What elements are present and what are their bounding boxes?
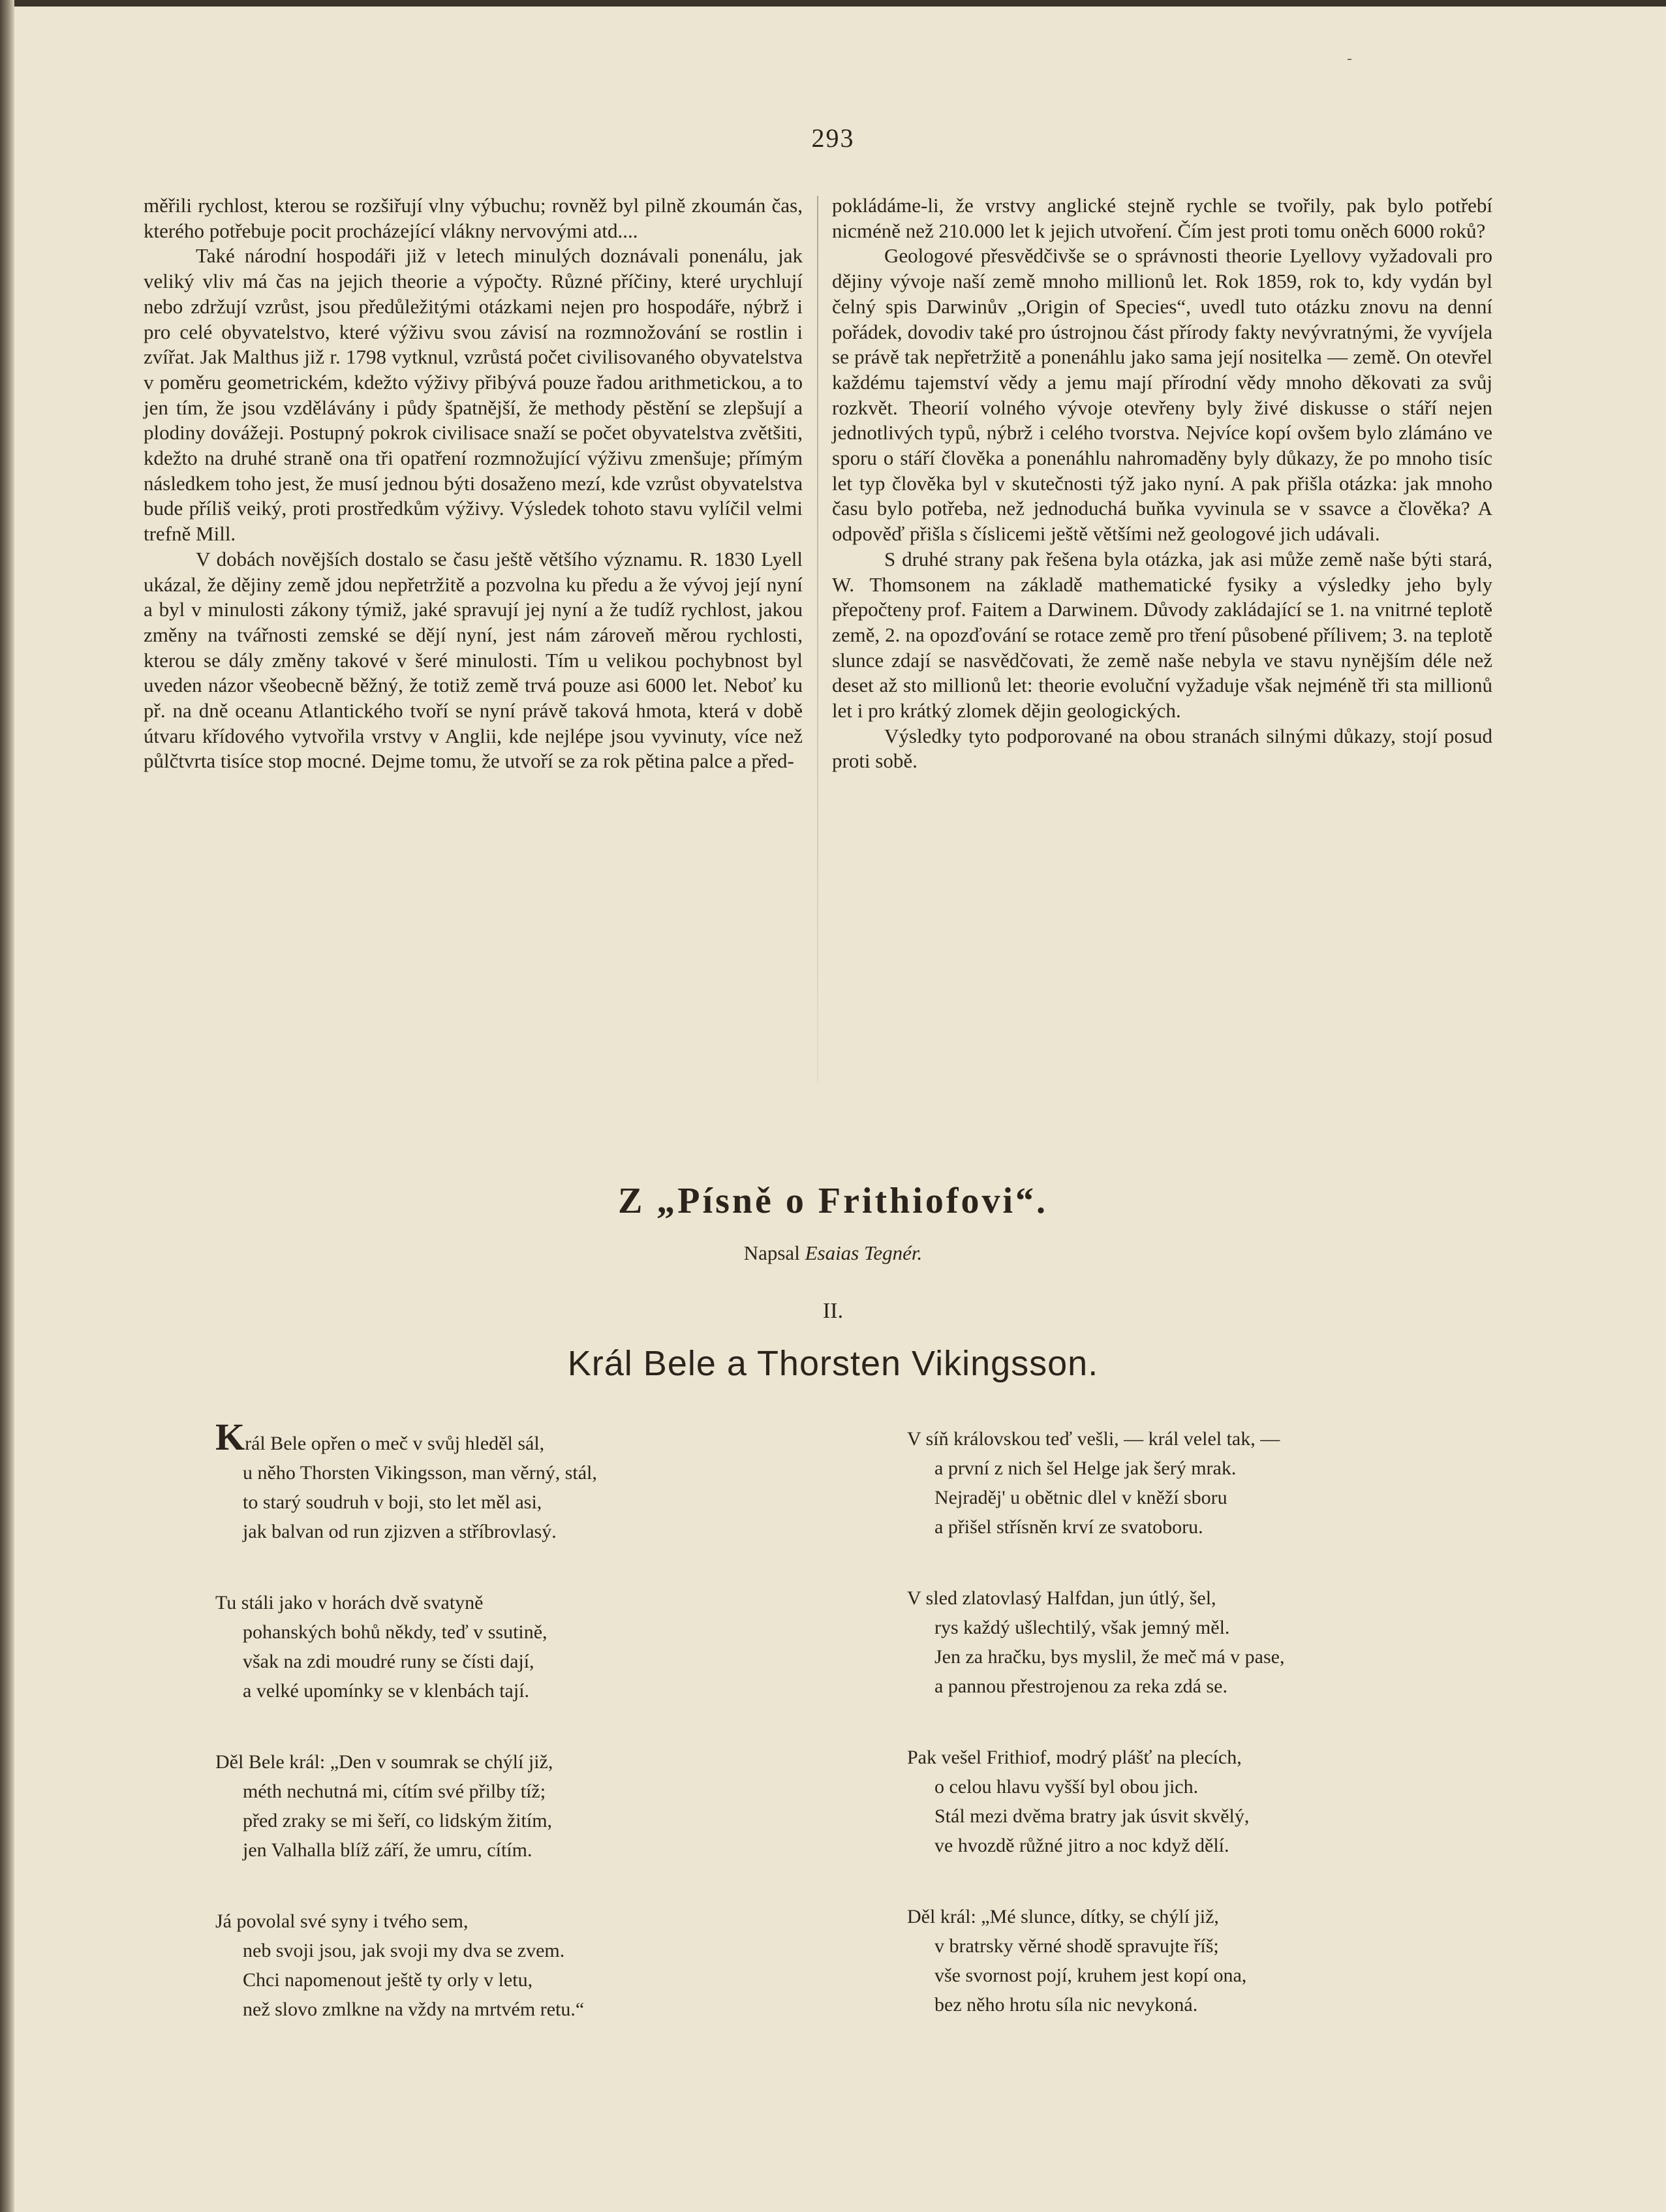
verse-line bbox=[215, 1588, 597, 1617]
verse-text: v bratrsky věrné shodě spravujte říš; bbox=[934, 1935, 1219, 1957]
margin-mark bbox=[1348, 59, 1351, 60]
verse-line bbox=[215, 1907, 597, 1936]
verse-text: než slovo zmlkne na vždy na mrtvém retu.“ bbox=[243, 1999, 585, 2020]
verse-text: a pannou přestrojenou za reka zdá se. bbox=[934, 1675, 1227, 1697]
verse-line bbox=[215, 1617, 597, 1647]
verse-line bbox=[215, 1747, 597, 1777]
article-paragraph: V dobách novějších dostalo se času ještě většího významu. R. 1830 Lyell ukázal, že dějiny země jdou nepřetržitě a pozvolna ku předu a že vývoj její nyní a byl v minulosti zákony týmiž, jaké spravují jej nyní a že tudíž rychlost, jakou změny na tvářnosti zemské se dějí nyní, jest nám zároveň měrou rychlosti, kterou se dály změny takové v šeré minulosti. Tím u velikou pochybnost byl uveden názor všeobecně běžný, že totiž země trvá pouze asi 6000 let. Neboť ku př. na dně oceanu Atlantického tvoří se nyní právě taková hmota, která v době útvaru křídového vytvořila vrstvy v Anglii, kde nejlépe jsou vyvinuty, více než půlčtvrta tisíce stop mocné. Dejme tomu, že utvoří se za rok pětina palce a před- bbox=[144, 547, 803, 773]
stanza bbox=[907, 1902, 1284, 2019]
verse-text: a přišel střísněn krví ze svatoboru. bbox=[934, 1516, 1203, 1538]
article-paragraph: Výsledky tyto podporované na obou stranách silnými důkazy, stojí posud proti sobě. bbox=[832, 724, 1492, 773]
drop-cap: K bbox=[215, 1416, 245, 1458]
article-left-column bbox=[144, 193, 803, 774]
verse-line bbox=[215, 1806, 597, 1835]
section-title: Král Bele a Thorsten Vikingsson. bbox=[567, 1344, 1099, 1383]
verse-text: V síň královskou teď vešli, — král velel tak, — bbox=[907, 1428, 1280, 1450]
verse-line bbox=[215, 1676, 597, 1706]
top-shadow bbox=[0, 0, 1666, 7]
article-paragraph: Geologové přesvědčivše se o správnosti theorie Lyellovy vyžadovali pro dějiny vývoje naší země mnoho millionů let. Rok 1859, rok to, kdy vydán byl čelný spis Darwinův „Origin of Species“, uvedl tuto otázku znovu na denní pořádek, dovodiv také pro ústrojnou část přírody fakty nevývratnými, že vyvíjela se právě tak nepřetržitě a ponenáhlu jako sama její nositelka — země. On otevřel každému tajemství vědy a jemu mají přírodní vědy mnoho děkovati za svůj rozkvět. Theorií volného vývoje otevřeny byly živé diskusse o stáří nejen jednotlivých typů, nýbrž i celého tvorstva. Nejvíce kopí ovšem bylo zlámáno ve sporu o stáří člověka a ponenáhlu nahromaděny byly důkazy, že po mnoho tisíc let typ člověka byl v skutečnosti týž jako nyní. A pak přišla otázka: jak mnoho času bylo potřeba, než jednoduchá buňka vyvinula se v ssavce a člověka? A odpověď přišla s číslicemi ještě většími než geologové jich udávali. bbox=[832, 244, 1492, 546]
verse-line bbox=[907, 1931, 1284, 1961]
verse-line bbox=[215, 1965, 597, 1995]
author-name: Esaias Tegnér. bbox=[805, 1241, 923, 1264]
article-paragraph: Také národní hospodáři již v letech minulých doznávali ponenálu, jak veliký vliv má čas na jejich theorie a výpočty. Různé příčiny, které urychlují nebo zdržují vzrůst, jsou předůležitými otázkami nejen pro hospodáře, nýbrž i pro celé obyvatelstvo, které výživu svou závisí na rozmnožování se rostlin i zvířat. Jak Malthus již r. 1798 vytknul, vzrůstá počet civilisovaného obyvatelstva v poměru geometrickém, kdežto výživy přibývá pouze řadou arithmetickou, a to jen tím, že jsou vzdělávány i půdy špatnější, že methody pěstění se zlepšují a plodiny dovážeji. Postupný pokrok civilisace snaží se počet obyvatelstva zvětšiti, kdežto na druhé straně ona tři opatření rozmnožující výživu zmenšuje; přímým následkem toho jest, že musí jednou býti dosaženo mezí, kde vzrůst obyvatelstva bude příliš veiký, proti prostředkům výživy. Výsledek tohoto stavu vylíčil velmi trefně Mill. bbox=[144, 244, 803, 546]
stanza bbox=[907, 1743, 1284, 1860]
verse-text: u něho Thorsten Vikingsson, man věrný, stál, bbox=[243, 1462, 597, 1484]
verse-line bbox=[907, 1424, 1284, 1454]
verse-line bbox=[215, 1936, 597, 1965]
verse-line bbox=[215, 1777, 597, 1806]
verse-line bbox=[215, 1995, 597, 2024]
verse-text: a první z nich šel Helge jak šerý mrak. bbox=[934, 1457, 1237, 1479]
verse-text: Nejraděj' u obětnic dlel v kněží sboru bbox=[934, 1487, 1227, 1508]
verse-text: Chci napomenout ještě ty orly v letu, bbox=[243, 1969, 533, 1991]
verse-line bbox=[215, 1458, 597, 1488]
verse-text: ve hvozdě růžné jitro a noc když dělí. bbox=[934, 1835, 1229, 1856]
verse-text: však na zdi moudré runy se čísti dají, bbox=[243, 1651, 534, 1672]
verse-text: Tu stáli jako v horách dvě svatyně bbox=[215, 1592, 484, 1613]
article-paragraph: pokládáme-li, že vrstvy anglické stejně rychle se tvořily, pak bylo potřebí nicméně než 210.000 let k jejich utvoření. Čím jest proti tomu oněch 6000 roků? bbox=[832, 194, 1492, 242]
verse-line bbox=[215, 1647, 597, 1676]
verse-line bbox=[907, 1483, 1284, 1512]
verse-line bbox=[907, 1743, 1284, 1772]
verse-line bbox=[215, 1488, 597, 1517]
verse-text: rys každý ušlechtilý, však jemný měl. bbox=[934, 1617, 1230, 1638]
verse-line bbox=[907, 1902, 1284, 1931]
verse-text: Stál mezi dvěma bratry jak úsvit skvělý, bbox=[934, 1805, 1250, 1827]
verse-line bbox=[907, 1512, 1284, 1542]
verse-line bbox=[907, 1772, 1284, 1801]
page-number: 293 bbox=[811, 123, 855, 153]
verse-text: před zraky se mi šeří, co lidským žitím, bbox=[243, 1810, 553, 1831]
verse-text: vše svornost pojí, kruhem jest kopí ona, bbox=[934, 1965, 1247, 1986]
verse-text: méth nechutná mi, cítím své přilby tíž; bbox=[243, 1781, 546, 1802]
stanza bbox=[215, 1907, 597, 2024]
verse-line bbox=[907, 1672, 1284, 1701]
article-paragraph: S druhé strany pak řešena byla otázka, jak asi může země naše býti stará, W. Thomsonem na základě mathematické fysiky a výsledky jeho byly přepočteny prof. Faitem a Darwinem. Důvody zakládající se 1. na vnitrné teplotě země, 2. na opozďování se rotace země pro tření působené přílivem; 3. na teplotě slunce zdají se nasvědčovati, že země naše nebyla ve stavu nynějším déle než deset až sto millionů let: theorie evoluční vyžaduje však nejméně tři sta millionů let i pro krátký zlomek dějin geologických. bbox=[832, 547, 1492, 723]
verse-text: Já povolal své syny i tvého sem, bbox=[215, 1910, 469, 1932]
verse-line bbox=[907, 1583, 1284, 1613]
stanza bbox=[907, 1424, 1284, 1542]
book-spine-shadow bbox=[0, 0, 14, 2212]
verse-text: bez něho hrotu síla nic nevykoná. bbox=[934, 1994, 1198, 2016]
verse-line bbox=[907, 1454, 1284, 1483]
verse-text: jen Valhalla blíž září, že umru, cítím. bbox=[243, 1839, 532, 1861]
verse-line bbox=[907, 1642, 1284, 1672]
stanza bbox=[215, 1416, 597, 1546]
part-number: II. bbox=[822, 1299, 844, 1323]
stanza bbox=[907, 1583, 1284, 1701]
article-right-column bbox=[832, 193, 1492, 774]
verse-text: neb svoji jsou, jak svoji my dva se zvem. bbox=[243, 1940, 565, 1961]
column-divider bbox=[817, 196, 818, 1083]
poem-left-column bbox=[215, 1416, 597, 2066]
verse-text: Děl král: „Mé slunce, dítky, se chýlí již, bbox=[907, 1906, 1219, 1927]
verse-line bbox=[215, 1835, 597, 1865]
verse-line bbox=[907, 1801, 1284, 1831]
verse-line bbox=[907, 1613, 1284, 1642]
verse-line bbox=[215, 1416, 597, 1458]
verse-text: V sled zlatovlasý Halfdan, jun útlý, šel, bbox=[907, 1587, 1216, 1609]
verse-text: Pak vešel Frithiof, modrý plášť na plecích, bbox=[907, 1747, 1242, 1768]
verse-line bbox=[215, 1517, 597, 1546]
verse-text: Jen za hračku, bys myslil, že meč má v pase, bbox=[934, 1646, 1285, 1668]
stanza bbox=[215, 1747, 597, 1865]
verse-line bbox=[907, 1831, 1284, 1860]
verse-text: a velké upomínky se v klenbách tají. bbox=[243, 1680, 530, 1702]
verse-text: o celou hlavu vyšší byl obou jich. bbox=[934, 1776, 1199, 1798]
poem-right-column bbox=[907, 1424, 1284, 2061]
poem-title: Z „Písně o Frithiofovi“. bbox=[617, 1181, 1049, 1221]
verse-line bbox=[907, 1961, 1284, 1990]
poem-byline bbox=[0, 1241, 1666, 1265]
verse-text: jak balvan od run zjizven a stříbrovlasý. bbox=[243, 1521, 557, 1542]
verse-text: pohanských bohů někdy, teď v ssutině, bbox=[243, 1621, 548, 1643]
article-paragraph: měřili rychlost, kterou se rozšiřují vlny výbuchu; rovněž byl pilně zkoumán čas, kterého potřebuje pocit procházející vlákny nervovými atd.... bbox=[144, 194, 803, 242]
verse-line bbox=[907, 1990, 1284, 2019]
verse-text: to starý soudruh v boji, sto let měl asi, bbox=[243, 1491, 542, 1513]
verse-text: Děl Bele král: „Den v soumrak se chýlí již, bbox=[215, 1751, 553, 1773]
byline-prefix: Napsal bbox=[743, 1241, 800, 1264]
verse-text: rál Bele opřen o meč v svůj hleděl sál, bbox=[245, 1433, 545, 1454]
stanza bbox=[215, 1588, 597, 1706]
